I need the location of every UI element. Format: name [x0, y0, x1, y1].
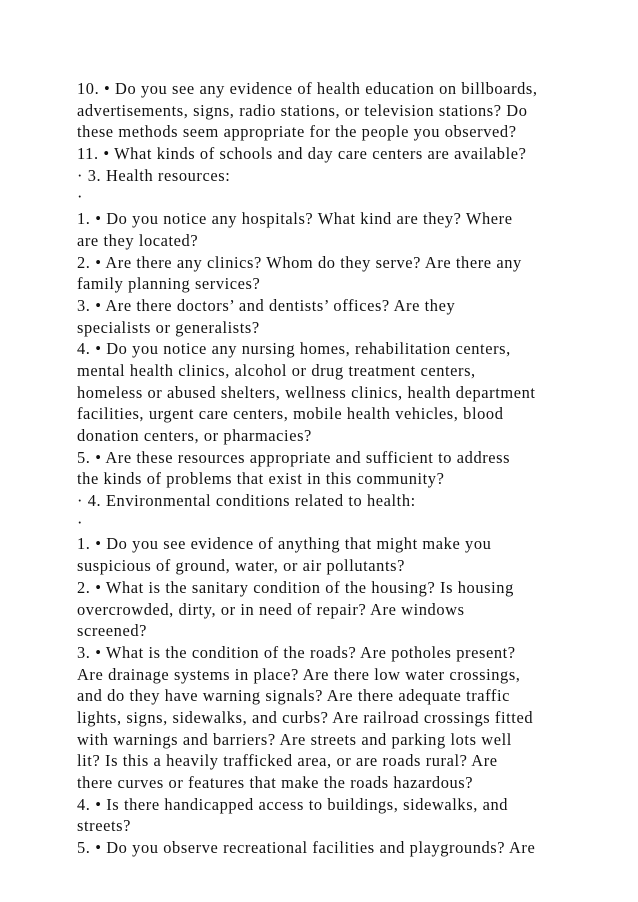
- text-line: ·: [77, 187, 84, 207]
- text-line: 1. • Do you notice any hospitals? What kind are they? Where: [77, 209, 513, 229]
- text-line: 10. • Do you see any evidence of health education on billboards,: [77, 79, 538, 98]
- text-line: overcrowded, dirty, or in need of repair? Are windows: [77, 599, 465, 619]
- text-line: 5. • Do you observe recreational facilities and playgrounds? Are: [77, 838, 536, 858]
- text-line: ·: [77, 512, 84, 532]
- text-line: 3. • What is the condition of the roads? Are potholes present?: [77, 642, 516, 662]
- text-line: 3. • Are there doctors’ and dentists’ offices? Are they: [77, 295, 456, 315]
- text-line: 4. • Do you notice any nursing homes, rehabilitation centers,: [77, 339, 511, 359]
- text-line: donation centers, or pharmacies?: [77, 426, 312, 445]
- text-line: streets?: [77, 816, 131, 836]
- document-text: [77, 78, 622, 859]
- text-line: homeless or abused shelters, wellness clinics, health department: [77, 382, 536, 402]
- text-line: 5. • Are these resources appropriate and sufficient to address: [77, 447, 511, 467]
- text-line: and do they have warning signals? Are there adequate traffic: [77, 686, 511, 706]
- text-line: specialists or generalists?: [77, 317, 260, 337]
- text-line: · 3. Health resources:: [77, 165, 231, 185]
- text-line: 1. • Do you see evidence of anything that might make you: [77, 534, 492, 554]
- text-line: suspicious of ground, water, or air pollutants?: [77, 556, 405, 576]
- text-line: · 4. Environmental conditions related to health:: [77, 491, 416, 511]
- text-line: lit? Is this a heavily trafficked area, or are roads rural? Are: [77, 751, 498, 771]
- text-line: 4. • Is there handicapped access to buildings, sidewalks, and: [77, 794, 509, 814]
- text-line: Are drainage systems in place? Are there low water crossings,: [77, 664, 521, 684]
- text-line: 2. • What is the sanitary condition of the housing? Is housing: [77, 577, 514, 597]
- text-line: mental health clinics, alcohol or drug treatment centers,: [77, 360, 476, 380]
- text-line: are they located?: [77, 230, 199, 250]
- text-line: with warnings and barriers? Are streets and parking lots well: [77, 729, 512, 749]
- text-line: advertisements, signs, radio stations, or television stations? Do: [77, 100, 528, 120]
- text-line: there curves or features that make the roads hazardous?: [77, 773, 474, 792]
- text-line: 11. • What kinds of schools and day care centers are available?: [77, 144, 527, 164]
- text-line: screened?: [77, 621, 148, 641]
- text-line: facilities, urgent care centers, mobile health vehicles, blood: [77, 404, 504, 424]
- text-line: these methods seem appropriate for the people you observed?: [77, 122, 517, 142]
- text-line: 2. • Are there any clinics? Whom do they serve? Are there any: [77, 252, 522, 272]
- text-line: lights, signs, sidewalks, and curbs? Are railroad crossings fitted: [77, 707, 534, 727]
- text-line: family planning services?: [77, 274, 261, 294]
- text-line: the kinds of problems that exist in this community?: [77, 469, 445, 489]
